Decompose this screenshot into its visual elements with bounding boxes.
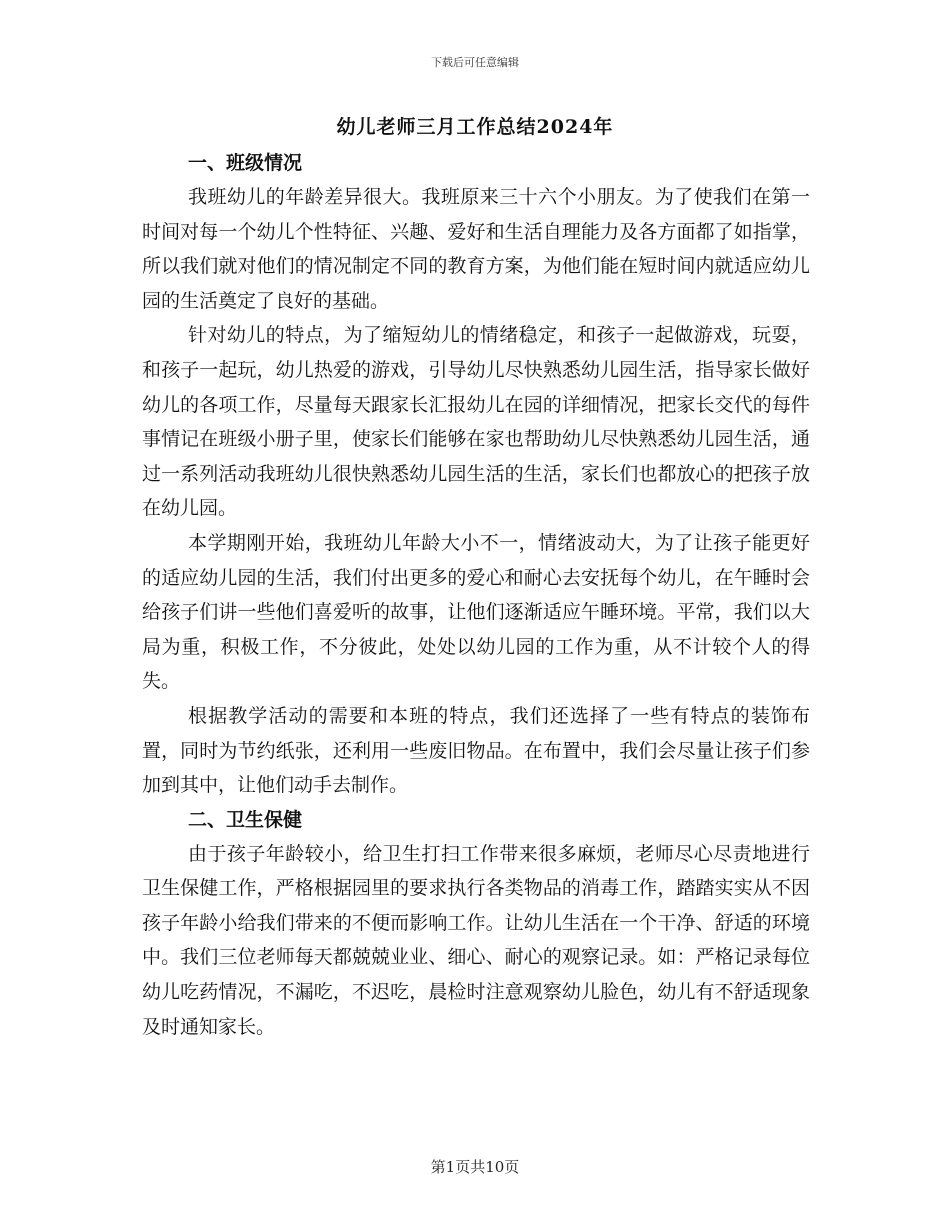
page-footer: 第1页共10页: [430, 1158, 520, 1176]
paragraph: 针对幼儿的特点，为了缩短幼儿的情绪稳定，和孩子一起做游戏，玩耍，和孩子一起玩，幼儿热爱的游戏，引导幼儿尽快熟悉幼儿园生活，指导家长做好幼儿的各项工作，尽量每天跟家长汇报幼儿在园的详细情况，把家长交代的每件事情记在班级小册子里，使家长们能够在家也帮助幼儿尽快熟悉幼儿园生活，通过一系列活动我班幼儿很快熟悉幼儿园生活的生活，家长们也都放心的把孩子放在幼儿园。: [142, 324, 810, 520]
paragraph: 本学期刚开始，我班幼儿年龄大小不一，情绪波动大，为了让孩子能更好的适应幼儿园的生活，我们付出更多的爱心和耐心去安抚每个幼儿，在午睡时会给孩子们讲一些他们喜爱听的故事，让他们逐渐适应午睡环境。平常，我们以大局为重，积极工作，不分彼此，处处以幼儿园的工作为重，从不计较个人的得失。: [142, 531, 810, 693]
paragraph: 我班幼儿的年龄差异很大。我班原来三十六个小朋友。为了使我们在第一时间对每一个幼儿个性特征、兴趣、爱好和生活自理能力及各方面都了如指掌，所以我们就对他们的情况制定不同的教育方案，为他们能在短时间内就适应幼儿园的生活奠定了良好的基础。: [142, 186, 810, 312]
section-heading-class-situation: 一、班级情况: [188, 152, 303, 174]
header-note: 下载后可任意编辑: [431, 56, 519, 69]
paragraph: 根据教学活动的需要和本班的特点，我们还选择了一些有特点的装饰布置，同时为节约纸张，还利用一些废旧物品。在布置中，我们会尽量让孩子们参加到其中，让他们动手去制作。: [142, 704, 810, 797]
document-title: 幼儿老师三月工作总结2024年: [336, 116, 614, 138]
section-heading-hygiene: 二、卫生保健: [188, 808, 303, 831]
paragraph: 由于孩子年龄较小，给卫生打扫工作带来很多麻烦，老师尽心尽责地进行卫生保健工作，严格根据园里的要求执行各类物品的消毒工作，踏踏实实从不因孩子年龄小给我们带来的不便而影响工作。让幼儿生活在一个干净、舒适的环境中。我们三位老师每天都兢兢业业、细心、耐心的观察记录。如：严格记录每位幼儿吃药情况，不漏吃，不迟吃，晨检时注意观察幼儿脸色，幼儿有不舒适现象及时通知家长。: [142, 842, 810, 1038]
document-body: [142, 146, 810, 1044]
